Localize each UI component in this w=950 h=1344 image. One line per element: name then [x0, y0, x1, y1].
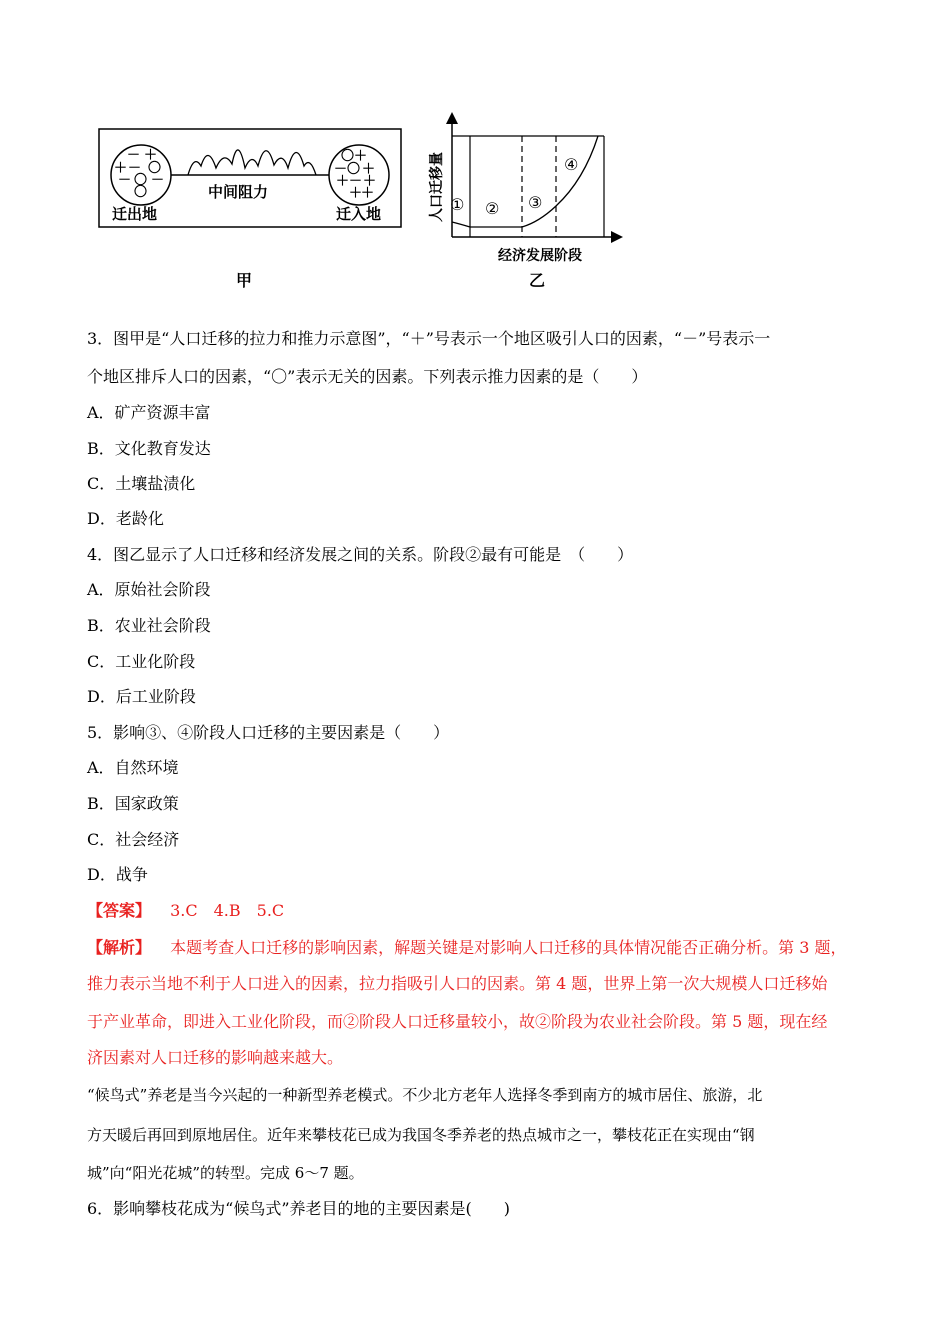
q3-option-b: B．文化教育发达 — [87, 439, 211, 458]
analysis-label: 【解析】 — [87, 938, 152, 957]
origin-label: 迁出地 — [112, 205, 158, 223]
q3-option-a: A．矿产资源丰富 — [87, 403, 211, 422]
migration-curve — [452, 136, 598, 227]
q6-stem: 6．影响攀枝花成为“候鸟式”养老目的地的主要因素是( ) — [87, 1199, 511, 1218]
svg-text:＋: ＋ — [349, 186, 363, 201]
svg-text:〇: 〇 — [148, 161, 162, 176]
svg-text:－: － — [349, 174, 363, 189]
origin-symbols — [114, 148, 164, 200]
stage-2: ② — [485, 199, 500, 218]
stage-1: ① — [450, 195, 465, 214]
analysis-line-2: 推力表示当地不利于人口进入的因素，拉力指吸引人口的因素。第 4 题，世界上第一次大规模人口迁移始 — [87, 974, 828, 993]
q4-option-b: B．农业社会阶段 — [87, 616, 211, 635]
destination-symbols — [334, 149, 376, 201]
stage-3: ③ — [528, 193, 543, 212]
q4-option-a: A．原始社会阶段 — [87, 580, 211, 599]
svg-text:＋: ＋ — [354, 149, 368, 164]
answer-label: 【答案】 — [87, 901, 152, 920]
svg-text:〇: 〇 — [134, 173, 148, 188]
answer-text: 3.C 4.B 5.C — [170, 901, 285, 920]
q3-stem-line-2: 个地区排斥人口的因素，“〇”表示无关的因素。下列表示推力因素的是（ ） — [87, 367, 648, 386]
passage-line-1: “候鸟式”养老是当今兴起的一种新型养老模式。不少北方老年人选择冬季到南方的城市居住、旅游，北 — [87, 1086, 763, 1104]
q5-option-d: D．战争 — [87, 865, 148, 884]
svg-text:－: － — [334, 162, 348, 177]
passage-line-3: 城”向“阳光花城”的转型。完成 6～7 题。 — [87, 1164, 364, 1182]
passage-line-2: 方天暖后再回到原地居住。近年来攀枝花已成为我国冬季养老的热点城市之一，攀枝花正在实现由“钢 — [87, 1126, 755, 1144]
svg-text:＋: ＋ — [361, 186, 375, 201]
destination-label: 迁入地 — [336, 205, 382, 223]
analysis-line-1 — [87, 937, 846, 959]
figure-jia — [98, 128, 404, 230]
svg-text:－: － — [127, 148, 141, 163]
svg-text:＋: ＋ — [114, 161, 128, 176]
q4-option-d: D．后工业阶段 — [87, 687, 196, 706]
y-axis-label: 人口迁移量 — [429, 152, 445, 222]
answer-line — [87, 900, 284, 922]
q4-stem: 4．图乙显示了人口迁移和经济发展之间的关系。阶段②最有可能是 （ ） — [87, 545, 634, 564]
analysis-line-3: 于产业革命，即进入工业化阶段，而②阶段人口迁移量较小，故②阶段为农业社会阶段。第 5 题，现在经 — [87, 1012, 828, 1031]
svg-text:〇: 〇 — [347, 162, 361, 177]
q5-option-a: A．自然环境 — [87, 758, 179, 777]
x-axis-label: 经济发展阶段 — [498, 248, 582, 264]
svg-text:－: － — [118, 173, 132, 188]
middle-label: 中间阻力 — [208, 183, 269, 201]
figure-yi — [424, 110, 624, 270]
figure-jia-caption: 甲 — [236, 271, 253, 290]
q5-stem: 5．影响③、④阶段人口迁移的主要因素是（ ） — [87, 723, 450, 742]
q3-stem-line-1: 3．图甲是“人口迁移的拉力和推力示意图”，“＋”号表示一个地区吸引人口的因素，“－”号表示一 — [87, 329, 771, 348]
svg-text:＋: ＋ — [362, 162, 376, 177]
svg-text:－: － — [151, 173, 165, 188]
mountain-resistance — [188, 150, 316, 175]
q3-option-c: C．土壤盐渍化 — [87, 474, 196, 493]
svg-text:〇: 〇 — [341, 149, 355, 164]
svg-text:－: － — [128, 161, 142, 176]
stage-4: ④ — [564, 155, 579, 174]
figure-yi-caption: 乙 — [529, 271, 546, 290]
q4-option-c: C．工业化阶段 — [87, 652, 196, 671]
q3-option-d: D．老龄化 — [87, 509, 164, 528]
svg-text:〇: 〇 — [134, 185, 148, 200]
analysis-line-4: 济因素对人口迁移的影响越来越大。 — [87, 1048, 344, 1067]
svg-text:＋: ＋ — [336, 174, 350, 189]
q5-option-b: B．国家政策 — [87, 794, 179, 813]
svg-text:＋: ＋ — [363, 174, 377, 189]
svg-text:＋: ＋ — [144, 148, 158, 163]
q5-option-c: C．社会经济 — [87, 830, 180, 849]
analysis-text-1: 本题考查人口迁移的影响因素，解题关键是对影响人口迁移的具体情况能否正确分析。第 3 题， — [170, 938, 847, 957]
